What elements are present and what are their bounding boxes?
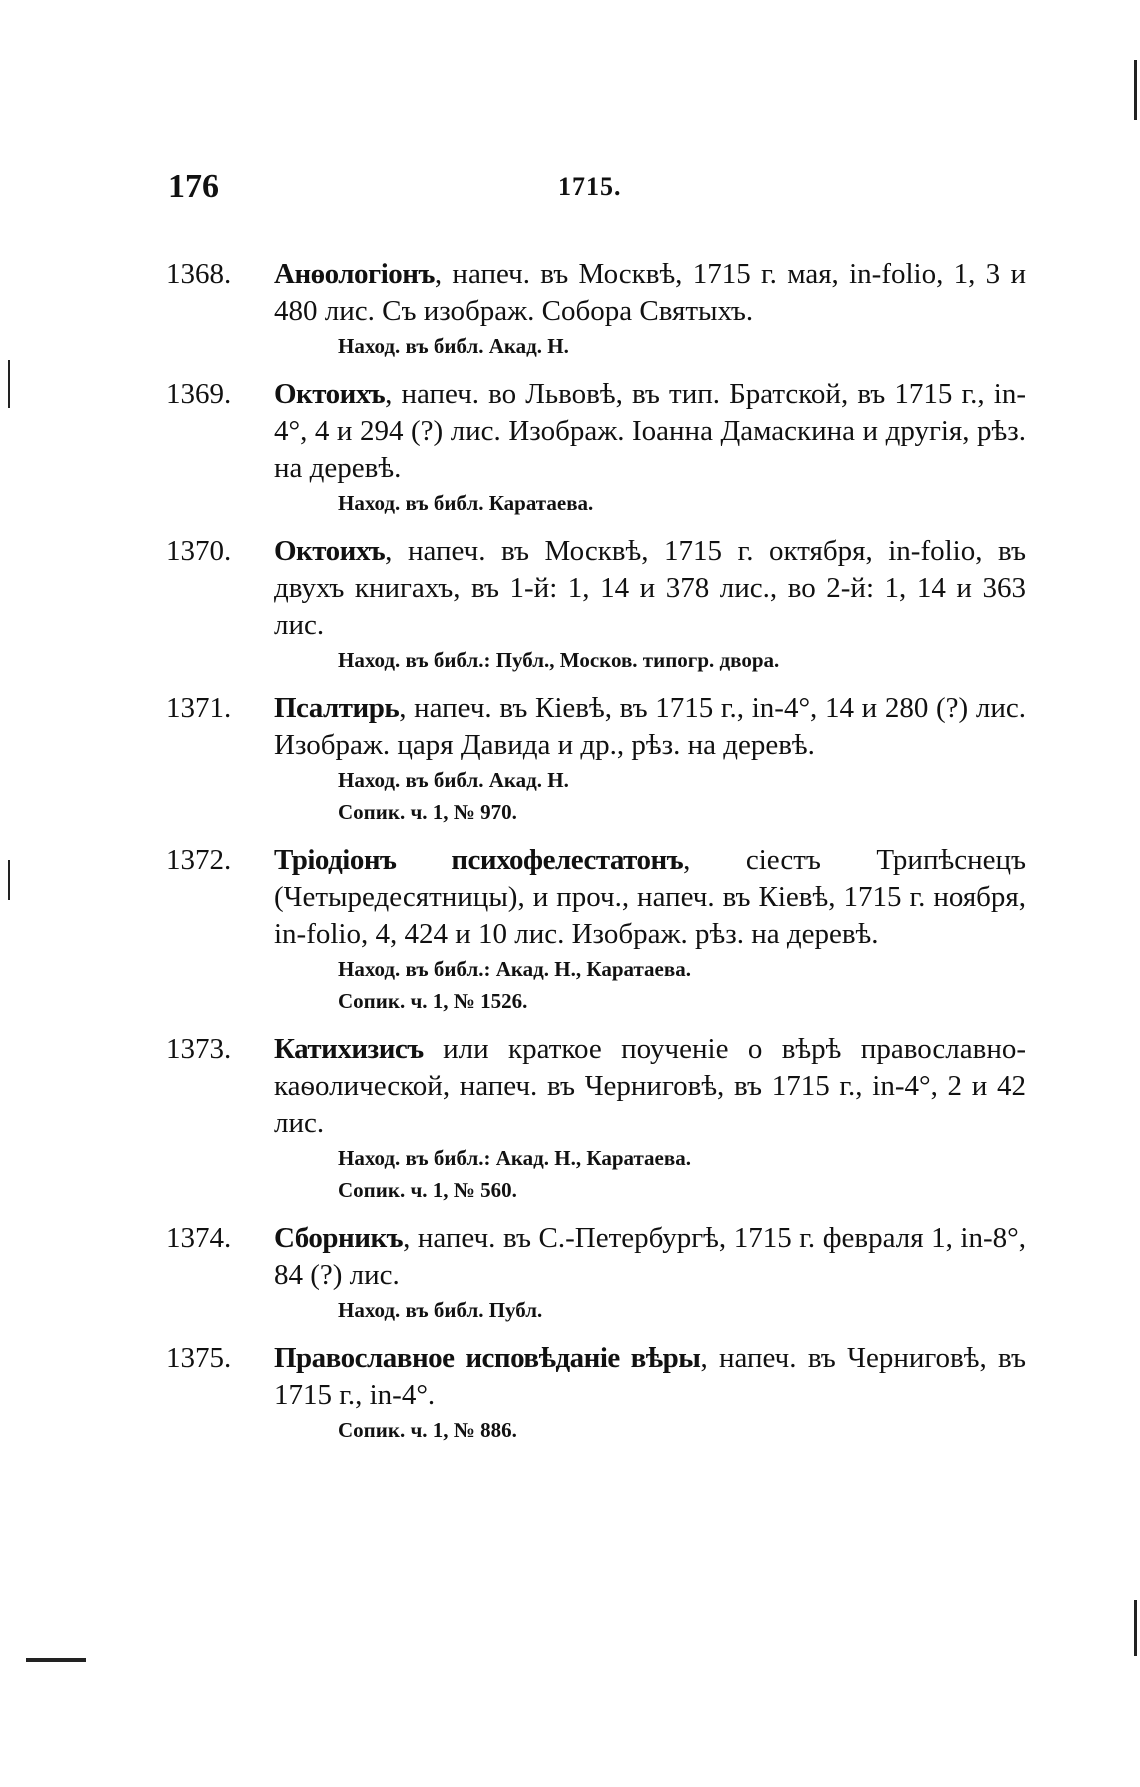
entry-number: 1368.: [166, 258, 232, 290]
entry-text: , напеч. въ С.-Петербургѣ, 1715 г. февраля 1, in-8°, 84 (?) лис.: [274, 1222, 1026, 1291]
entry-title: Катихизисъ: [274, 1033, 424, 1065]
entry-notes: [338, 1414, 1026, 1446]
scan-mark-left-margin-2: [8, 860, 10, 900]
entry-number: 1371.: [166, 692, 232, 724]
entry-title: Православное исповѣданіе вѣры: [274, 1342, 701, 1374]
scan-mark-bottom-left: [26, 1658, 86, 1662]
entry-number: 1370.: [166, 535, 232, 567]
entry-text: , напеч. во Львовѣ, въ тип. Братской, въ 1715 г., in-4°, 4 и 294 (?) лис. Изображ. Іоанна Дамаскина и другія, рѣз. на деревѣ.: [274, 378, 1026, 484]
entry-description: [274, 842, 1026, 953]
entry-1370: [166, 533, 1026, 676]
entry-1373: [166, 1031, 1026, 1206]
running-head-year: 1715.: [558, 172, 622, 201]
location-note: Наход. въ библ. Акад. Н.: [338, 334, 569, 358]
entry-1371: [166, 690, 1026, 828]
scan-mark-left-margin: [8, 360, 10, 408]
entry-description: [274, 533, 1026, 644]
entry-description: [274, 256, 1026, 330]
entry-text: , напеч. въ Москвѣ, 1715 г. октября, in-folio, въ двухъ книгахъ, въ 1-й: 1, 14 и 378 лис., во 2-й: 1, 14 и 363 лис.: [274, 535, 1026, 641]
entry-notes: [338, 1294, 1026, 1326]
location-note: Наход. въ библ.: Акад. Н., Каратаева.: [338, 957, 691, 981]
entry-text: , напеч. въ Черниговѣ, въ 1715 г., in-4°.: [274, 1342, 1026, 1411]
entry-1368: [166, 256, 1026, 362]
entry-number: 1374.: [166, 1222, 232, 1254]
entry-text: , напеч. въ Кіевѣ, въ 1715 г., in-4°, 14 и 280 (?) лис. Изображ. царя Давида и др., рѣз. на деревѣ.: [274, 692, 1026, 761]
entry-1374: [166, 1220, 1026, 1326]
bibliography-entries: [166, 256, 1026, 1460]
entry-title: Октоихъ: [274, 535, 386, 567]
entry-title: Октоихъ: [274, 378, 386, 410]
location-note: Наход. въ библ. Публ.: [338, 1298, 543, 1322]
location-note: Наход. въ библ. Акад. Н.: [338, 768, 569, 792]
entry-description: [274, 690, 1026, 764]
entry-notes: [338, 1142, 1026, 1206]
entry-title: Анөологіонъ: [274, 258, 435, 290]
reference-note: Сопик. ч. 1, № 970.: [338, 800, 517, 824]
entry-title: Псалтирь: [274, 692, 400, 724]
entry-description: [274, 1340, 1026, 1414]
location-note: Наход. въ библ.: Публ., Москов. типогр. двора.: [338, 648, 780, 672]
entry-number: 1372.: [166, 844, 232, 876]
entry-title: Сборникъ: [274, 1222, 404, 1254]
reference-note: Сопик. ч. 1, № 1526.: [338, 989, 528, 1013]
entry-title: Тріодіонъ психофелестатонъ: [274, 844, 684, 876]
entry-text: , сіестъ Трипѣснецъ (Четыредесятницы), и проч., напеч. въ Кіевѣ, 1715 г. ноября, in-folio, 4, 424 и 10 лис. Изображ. рѣз. на деревѣ.: [274, 844, 1026, 950]
entry-notes: [338, 764, 1026, 828]
reference-note: Сопик. ч. 1, № 560.: [338, 1178, 517, 1202]
running-head: [168, 168, 968, 216]
entry-number: 1375.: [166, 1342, 232, 1374]
entry-number: 1373.: [166, 1033, 232, 1065]
location-note: Наход. въ библ.: Акад. Н., Каратаева.: [338, 1146, 691, 1170]
reference-note: Сопик. ч. 1, № 886.: [338, 1418, 517, 1442]
entry-notes: [338, 953, 1026, 1017]
location-note: Наход. въ библ. Каратаева.: [338, 491, 594, 515]
entry-notes: [338, 330, 1026, 362]
entry-description: [274, 376, 1026, 487]
scan-mark-top-right: [1134, 60, 1137, 120]
entry-description: [274, 1220, 1026, 1294]
scan-mark-bottom-right: [1134, 1600, 1137, 1656]
entry-1372: [166, 842, 1026, 1017]
entry-text: , напеч. въ Москвѣ, 1715 г. мая, in-folio, 1, 3 и 480 лис. Съ изображ. Собора Святыхъ.: [274, 258, 1026, 327]
entry-notes: [338, 644, 1026, 676]
entry-notes: [338, 487, 1026, 519]
entry-1369: [166, 376, 1026, 519]
entry-1375: [166, 1340, 1026, 1446]
entry-text: или краткое поученіе о вѣрѣ православно-каѳолической, напеч. въ Черниговѣ, въ 1715 г., in-4°, 2 и 42 лис.: [274, 1033, 1026, 1139]
entry-description: [274, 1031, 1026, 1142]
page-number: 176: [168, 168, 219, 205]
entry-number: 1369.: [166, 378, 232, 410]
